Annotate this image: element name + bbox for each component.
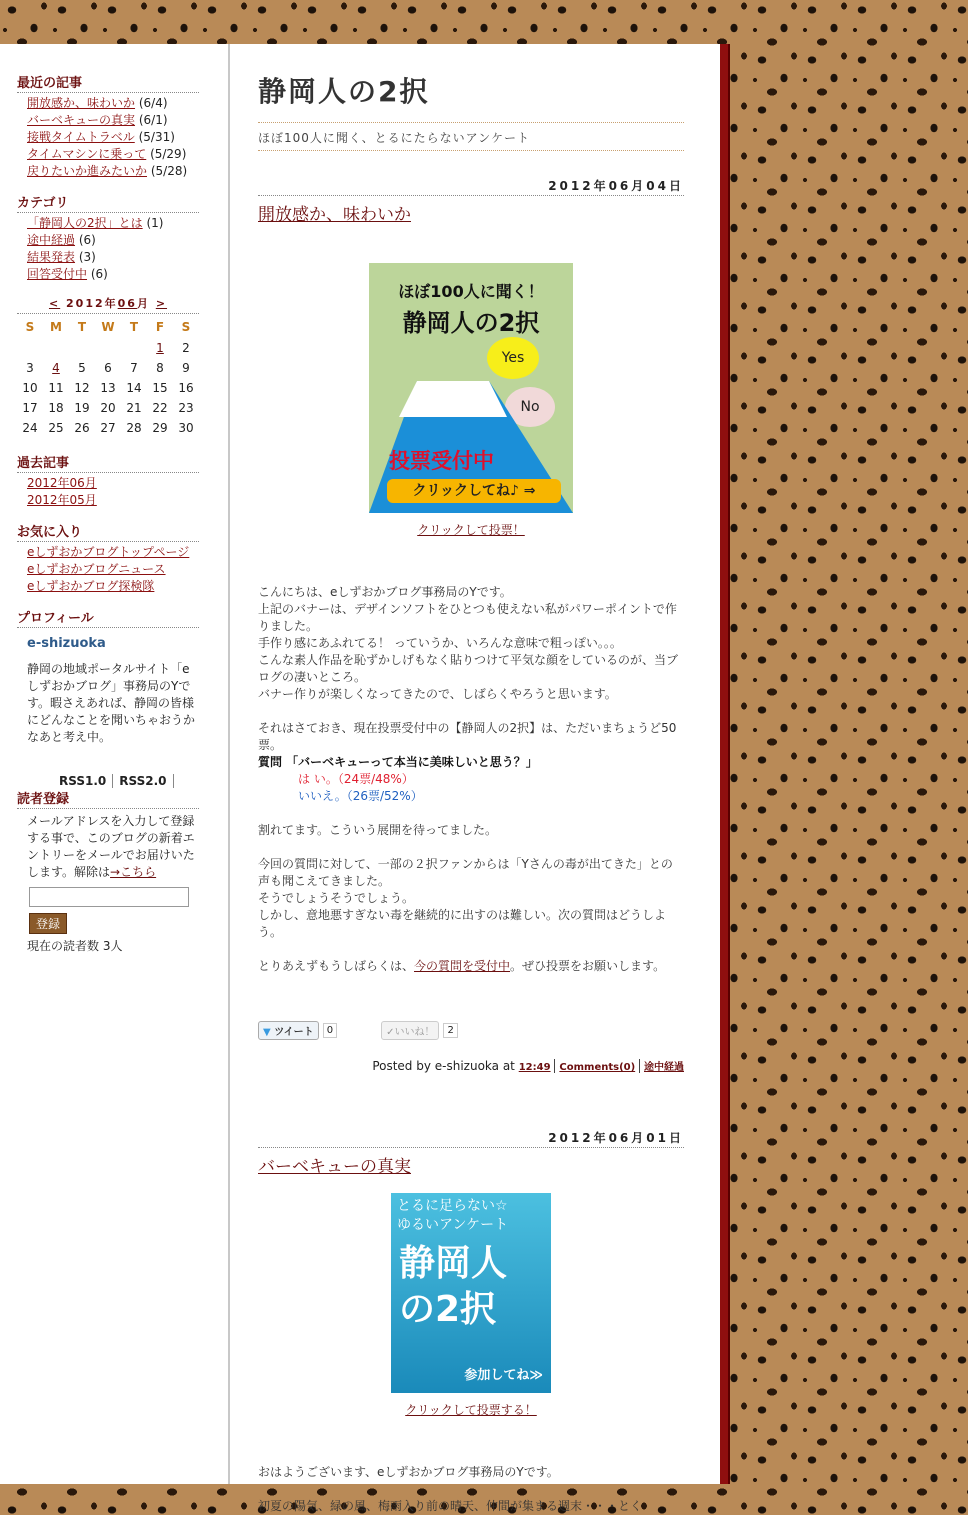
calendar-date: 28 [126,421,142,435]
site-title[interactable]: 静岡人の2択 [258,75,430,108]
archive-list [27,475,199,509]
like-count: 2 [443,1023,457,1038]
vote-link[interactable]: クリックして投票！ [417,523,525,537]
reader-count: 現在の読者数 3人 [27,939,123,953]
category-link[interactable]: 「静岡人の2択」とは [27,216,143,230]
tweet-count: 0 [323,1023,337,1038]
survey-banner[interactable] [391,1193,551,1393]
question: 質問 「バーベキューって本当に美味しいと思う？」 [258,755,538,769]
no-result: いいえ。（26票/52%） [298,789,423,803]
banner-line2-text: ゆるいアンケート [397,1217,509,1233]
calendar-week [17,418,199,438]
recent-link[interactable]: バーベキューの真実 [27,113,136,127]
paragraph: しかし、意地悪すぎない毒を継続的に出すのは難しい。次の質問はどうしよう。 [258,908,667,939]
calendar-date: 8 [156,361,164,375]
calendar-date: 23 [178,401,194,415]
calendar-date: 18 [48,401,64,415]
yes-bubble: Yes [487,337,539,379]
paragraph: そうでしょうそうでしょう。 [258,891,415,905]
vote-caption [258,521,684,538]
paragraph: 上記のバナーは、デザインソフトをひとつも使えない私がパワーポイントで作りました。 [258,602,677,633]
recent-link[interactable]: 開放感か、味わいか [27,96,136,110]
calendar-date: 15 [152,381,168,395]
archive-item [27,492,199,509]
entry-time-link[interactable]: 12:49 [518,1062,551,1073]
entry-body [258,584,684,975]
calendar-week [17,398,199,418]
entry-date: 2012年06月01日 [258,1129,684,1148]
banner-vote-text: 投票受付中 [389,449,494,473]
recent-item [27,146,199,163]
entry-title-link[interactable]: バーベキューの真実 [258,1157,411,1177]
calendar-date [43,338,69,358]
calendar-week [17,358,199,378]
category-item [27,249,199,266]
entry-body [258,1464,684,1515]
social-buttons [258,1021,684,1040]
calendar-next-link[interactable]: > [155,297,168,310]
calendar-date: 17 [22,401,38,415]
calendar-days [17,316,199,338]
recent-link[interactable]: タイムマシンに乗って [27,147,147,161]
main-content [258,70,684,1515]
calendar-day-name: S [25,320,35,334]
twitter-bird-icon: ▼ [263,1027,271,1038]
calendar-date: 2 [182,341,190,355]
paragraph: 初夏の陽気、緑の風、梅雨入り前の晴天、仲間が集まる週末・・・とく [258,1499,643,1513]
favorites-list [27,544,199,595]
calendar-date: 9 [182,361,190,375]
site-description: ほぼ100人に聞く、とるにたらないアンケート [258,122,684,151]
banner-line1 [397,1197,508,1235]
favorite-item [27,561,199,578]
banner-line1-text: とるに足らない☆ [397,1198,508,1214]
calendar-date: 7 [130,361,138,375]
reader-description: メールアドレスを入力して登録する事で、このブログの新着エントリーをメールでお届けいたします。解除は [27,814,195,879]
calendar-date: 3 [26,361,34,375]
profile-text: 静岡の地域ポータルサイト「eしずおかブログ」事務局のYです。暇さえあれば、静岡の皆様にどんなことを聞いちゃおうかなあと考え中。 [27,662,196,744]
tweet-button[interactable] [258,1021,319,1040]
recent-date: (5/31) [138,130,175,144]
vote-banner[interactable] [369,263,573,513]
category-item [27,266,199,283]
favorite-link[interactable]: eしずおかブログ探検隊 [27,579,155,593]
category-count: (6) [78,233,96,247]
calendar-date: 27 [100,421,116,435]
recent-date: (5/28) [150,164,188,178]
favorites-heading: お気に入り [17,521,199,542]
reader-heading: 読者登録 [17,788,199,809]
paragraph [258,958,684,975]
banner-title-line2: の2択 [399,1289,497,1330]
calendar-date: 16 [178,381,194,395]
recent-heading: 最近の記事 [17,72,199,93]
calendar-date-anchor[interactable]: 4 [52,361,60,375]
calendar-date: 26 [74,421,90,435]
calendar-year-suffix: 年 [104,297,118,310]
recent-list [27,95,199,180]
recent-date: (6/4) [138,96,168,110]
calendar-day-name: W [101,320,115,334]
recent-item [27,163,199,180]
text: 。ぜひ投票をお願いします。 [510,959,666,973]
register-button[interactable]: 登録 [29,913,67,934]
calendar-week [17,378,199,398]
calendar-month: 06 [117,297,137,310]
category-list [27,215,199,283]
rss2-link[interactable]: RSS2.0 [113,774,173,788]
calendar-header [17,295,199,314]
email-input[interactable] [29,887,189,907]
calendar-date: 12 [74,381,90,395]
calendar-year: 2012 [66,297,105,310]
vote-link[interactable]: クリックして投票する！ [405,1403,537,1417]
calendar-date [95,338,121,358]
posted-by [258,1058,684,1073]
category-count: (6) [90,267,108,281]
no-bubble: No [505,387,555,427]
banner-click-text: クリックしてね♪ ⇒ [387,479,561,503]
calendar-date: 20 [100,401,116,415]
archive-item [27,475,199,492]
calendar-date: 24 [22,421,38,435]
favorite-item [27,578,199,595]
comments-link[interactable]: Comments(0) [559,1062,636,1073]
vote-now-link[interactable]: 今の質問を受付中 [414,959,511,973]
rss1-link[interactable]: RSS1.0 [53,774,113,788]
calendar-date: 10 [22,381,38,395]
calendar-prev-link[interactable]: < [48,297,61,310]
paragraph: 今回の質問に対して、一部の２択ファンからは「Yさんの毒が出てきた」との声も聞こえてきました。 [258,857,673,888]
calendar-date: 5 [78,361,86,375]
calendar-month-suffix: 月 [136,297,150,310]
category-count: (3) [78,250,96,264]
entry-date: 2012年06月04日 [258,177,684,196]
recent-item [27,95,199,112]
calendar-day-name: S [181,320,191,334]
recent-date: (6/1) [138,113,168,127]
calendar-date [121,338,147,358]
banner-join-text: 参加してね≫ [464,1368,543,1383]
profile-heading: プロフィール [17,607,199,628]
paragraph: おはようございます、eしずおかブログ事務局のYです。 [258,1465,559,1479]
calendar [17,316,199,438]
vote-caption [258,1401,684,1418]
banner-title-line1: 静岡人 [399,1243,508,1284]
unsubscribe-link[interactable]: →こちら [110,865,157,879]
category-item [27,215,199,232]
calendar-date [17,338,43,358]
favorite-item [27,544,199,561]
recent-link[interactable]: 戻りたいか進みたいか [27,164,148,178]
calendar-date: 14 [126,381,142,395]
calendar-date-link[interactable] [147,338,173,358]
calendar-date: 19 [74,401,90,415]
paragraph: こんにちは、eしずおかブログ事務局のYです。 [258,585,512,599]
recent-item [27,129,199,146]
calendar-date [69,338,95,358]
paragraph: こんな素人作品を恥ずかしげもなく貼りつけて平気な顔をしているのが、当ブログの凄いところ。 [258,653,679,684]
calendar-date: 25 [48,421,64,435]
calendar-week [17,338,199,358]
calendar-date: 29 [152,421,168,435]
calendar-date: 21 [126,401,142,415]
paragraph: 割れてます。こういう展開を待ってました。 [258,823,498,837]
archive-link[interactable]: 2012年05月 [27,493,97,507]
recent-item [27,112,199,129]
recent-link[interactable]: 接戦タイムトラベル [27,130,135,144]
calendar-day-name: M [50,320,62,334]
entry-title-link[interactable]: 開放感か、味わいか [258,205,411,225]
paragraph: バナー作りが楽しくなってきたので、しばらくやろうと思います。 [258,687,617,701]
sidebar [17,72,199,955]
calendar-date: 13 [100,381,116,395]
category-link[interactable]: 結果発表 [27,250,76,264]
favorite-link[interactable]: eしずおかブログトップページ [27,545,190,559]
recent-date: (5/29) [150,147,187,161]
calendar-date: 22 [152,401,168,415]
banner-line2: 静岡人の2択 [402,309,540,337]
rss-links [53,774,199,788]
category-count: (1) [146,216,164,230]
calendar-day-name: F [155,320,165,334]
posted-by-text: Posted by e-shizuoka at [372,1059,515,1073]
category-item [27,232,199,249]
calendar-date-link[interactable] [43,358,69,378]
paragraph: 手作り感にあふれてる！ っていうか、いろんな意味で粗っぽい。。。 [258,636,622,650]
banner-line1: ほぼ100人に聞く！ [398,282,544,301]
calendar-day-name: T [129,320,139,334]
like-button[interactable]: ✓いいね！ [381,1021,439,1040]
banner-title [399,1241,507,1333]
archive-link[interactable]: 2012年06月 [27,476,97,490]
calendar-date: 6 [104,361,112,375]
yes-result: は い。（24票/48%） [298,772,414,786]
reader-text [27,813,199,881]
category-heading: カテゴリ [17,192,199,213]
archive-heading: 過去記事 [17,452,199,473]
paragraph: それはさておき、現在投票受付中の【静岡人の2択】は、ただいまちょうど50票。 [258,721,677,752]
category-link[interactable]: 途中経過 [27,233,76,247]
tweet-label: ツイート [274,1027,314,1038]
calendar-date-anchor[interactable]: 1 [156,341,164,355]
calendar-date: 11 [48,381,64,395]
category-link[interactable]: 回答受付中 [27,267,88,281]
favorite-link[interactable]: eしずおかブログニュース [27,562,166,576]
calendar-day-name: T [77,320,87,334]
profile-name: e-shizuoka [27,636,106,651]
category-link[interactable]: 途中経過 [644,1062,684,1073]
text: とりあえずもうしばらくは、 [258,959,415,973]
calendar-date: 30 [178,421,194,435]
